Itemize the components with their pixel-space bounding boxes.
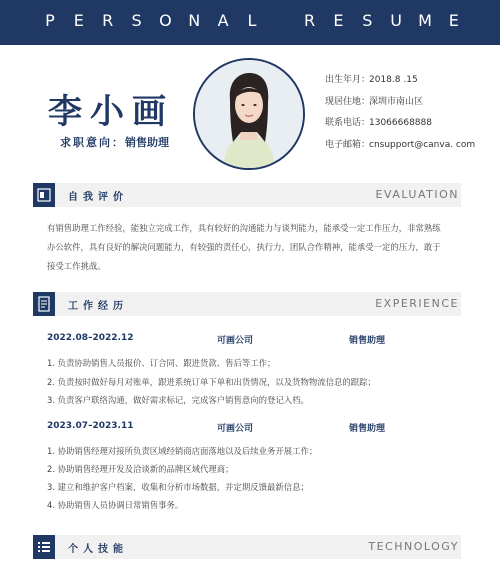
section-subtitle: EVALUATION xyxy=(375,188,459,201)
info-value: 13066668888 xyxy=(369,118,432,128)
title-letter: S xyxy=(131,11,142,30)
job-period: 2022.08–2022.12 xyxy=(47,333,134,343)
section-header-skills xyxy=(33,535,461,559)
title-letter: E xyxy=(73,11,84,30)
title-banner xyxy=(0,0,500,45)
list-icon xyxy=(33,535,55,559)
title-letter: E xyxy=(448,11,459,30)
birth-date-row xyxy=(325,72,475,94)
job-position: 销售助理 xyxy=(349,336,386,346)
job-duty: 1. 负责协助销售人员报价、订合同、跟进货款、售后等工作； xyxy=(47,358,276,368)
text-line: 办公软件，具有良好的解决问题能力，有较强的责任心，执行力，团队合作精神，能承受一定的压力，敢于 xyxy=(47,242,441,252)
job-period: 2023.07–2023.11 xyxy=(47,421,134,431)
section-title: 个人技能 xyxy=(68,544,128,555)
info-value: cnsupport@canva. com xyxy=(369,139,476,150)
job-duty: 2. 协助销售经理开发及洽谈新的品牌区域代理商； xyxy=(47,464,234,474)
residence-row xyxy=(325,94,475,116)
job-duty: 3. 负责客户联络沟通，做好需求标记，完成客户销售意向的登记入档。 xyxy=(47,395,309,405)
job-duty: 3. 建立和维护客户档案，收集和分析市场数据，并定期反馈最新信息； xyxy=(47,482,309,492)
section-subtitle: TECHNOLOGY xyxy=(368,540,459,553)
portrait-illustration xyxy=(195,60,303,168)
portrait-card-icon xyxy=(33,183,55,207)
title-letter: R xyxy=(304,11,316,30)
section-title: 工作经历 xyxy=(68,301,128,312)
document-icon xyxy=(33,292,55,316)
job-company: 可画公司 xyxy=(217,424,254,434)
job-position: 销售助理 xyxy=(349,424,386,434)
section-title: 自我评价 xyxy=(68,192,128,203)
title-letter: R xyxy=(102,11,114,30)
objective-value: 销售助理 xyxy=(125,136,169,149)
section-subtitle: EXPERIENCE xyxy=(375,297,459,310)
info-key: 电子邮箱： xyxy=(325,139,371,150)
title-letter: U xyxy=(390,11,402,30)
profile-photo xyxy=(193,58,305,170)
title-letter: L xyxy=(247,11,257,30)
email-row xyxy=(325,137,475,159)
text-line: 接受工作挑战。 xyxy=(47,261,106,271)
section-header-experience xyxy=(33,292,461,316)
job-duty: 2. 负责按时做好每月对账单，跟进系统订单下单和出货情况，以及货物物流信息的跟踪； xyxy=(47,377,376,387)
section-header-evaluation xyxy=(33,183,461,207)
text-line: 有销售助理工作经验，能独立完成工作，具有较好的沟通能力与谈判能力，能承受一定工作压力，非常熟练 xyxy=(47,223,441,233)
title-letter: S xyxy=(362,11,373,30)
job-objective xyxy=(60,134,169,150)
info-key: 联系电话： xyxy=(325,118,371,128)
title-gap xyxy=(273,11,289,30)
contact-info xyxy=(325,72,475,158)
info-value: 2018.8 .15 xyxy=(369,75,418,85)
title-letter: N xyxy=(188,11,201,30)
title-letter: E xyxy=(333,11,344,30)
title-letter: A xyxy=(217,11,229,30)
job-duty: 1. 协助销售经理对接所负责区域经销商店面落地以及后续业务开展工作； xyxy=(47,446,318,456)
job-duty: 4. 协助销售人员协调日常销售事务。 xyxy=(47,500,184,510)
resume-title xyxy=(42,11,462,30)
title-letter: M xyxy=(418,11,432,30)
info-key: 出生年月： xyxy=(325,75,371,85)
title-letter: O xyxy=(159,11,172,30)
candidate-name: 李小画 xyxy=(48,92,174,132)
objective-label: 求职意向： xyxy=(60,136,125,149)
self-evaluation-text xyxy=(47,219,465,276)
phone-row xyxy=(325,115,475,137)
info-value: 深圳市南山区 xyxy=(369,96,424,107)
info-key: 现居住地： xyxy=(325,96,371,107)
title-letter: P xyxy=(45,11,55,30)
job-company: 可画公司 xyxy=(217,336,254,346)
